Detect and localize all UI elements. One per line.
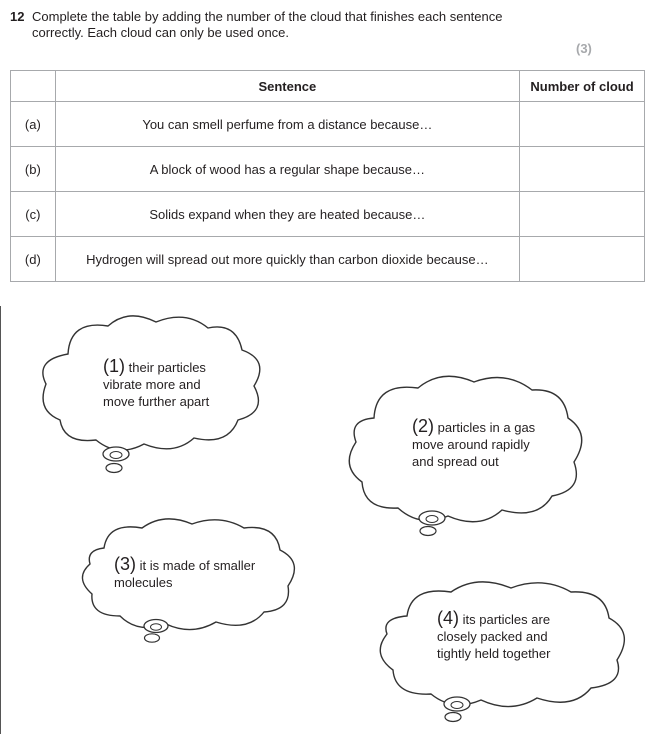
cloud-text-line1: its particles are [462,612,551,627]
page-margin-rule [0,306,1,734]
table-row [11,147,645,192]
cloud-text-line2: vibrate more and [103,377,201,392]
cloud-text-line3: and spread out [412,454,499,469]
cloud-text-line1: particles in a gas [437,420,536,435]
table-row [11,192,645,237]
cloud-2 [346,370,586,540]
marks-available: (3) [576,41,592,56]
header-label [11,71,56,102]
cloud-text-line2: move around rapidly [412,437,530,452]
cloud-number: (2) [412,416,434,436]
table-row [11,102,645,147]
question-text-line2: correctly. Each cloud can only be used once. [32,25,290,40]
row-sentence: A block of wood has a regular shape because… [55,147,519,192]
row-sentence: You can smell perfume from a distance because… [55,102,519,147]
row-label: (a) [11,102,56,147]
cloud-number: (1) [103,356,125,376]
cloud-text-line1: their particles [128,360,206,375]
cloud-1 [38,312,268,477]
answer-cell[interactable] [520,192,645,237]
cloud-text-line1: it is made of smaller [139,558,256,573]
question-text-line1: Complete the table by adding the number of the cloud that finishes each sentence [32,9,503,24]
row-label: (d) [11,237,56,282]
row-label: (c) [11,192,56,237]
cloud-text-line3: move further apart [103,394,210,409]
cloud-text-line2: molecules [114,575,173,590]
header-number-of-cloud: Number of cloud [520,71,645,102]
cloud-text-line2: closely packed and [437,629,548,644]
cloud-4 [377,578,633,728]
answer-cell[interactable] [520,102,645,147]
question-prompt [10,9,610,41]
question-number: 12 [10,9,25,24]
row-sentence: Solids expand when they are heated because… [55,192,519,237]
cloud-number: (4) [437,608,459,628]
row-label: (b) [11,147,56,192]
table-row [11,237,645,282]
cloud-number: (3) [114,554,136,574]
header-sentence: Sentence [55,71,519,102]
row-sentence: Hydrogen will spread out more quickly than carbon dioxide because… [55,237,519,282]
answer-cell[interactable] [520,147,645,192]
cloud-3 [80,516,302,646]
answer-table [10,70,645,282]
answer-cell[interactable] [520,237,645,282]
table-header-row [11,71,645,102]
cloud-text-line3: tightly held together [437,646,551,661]
